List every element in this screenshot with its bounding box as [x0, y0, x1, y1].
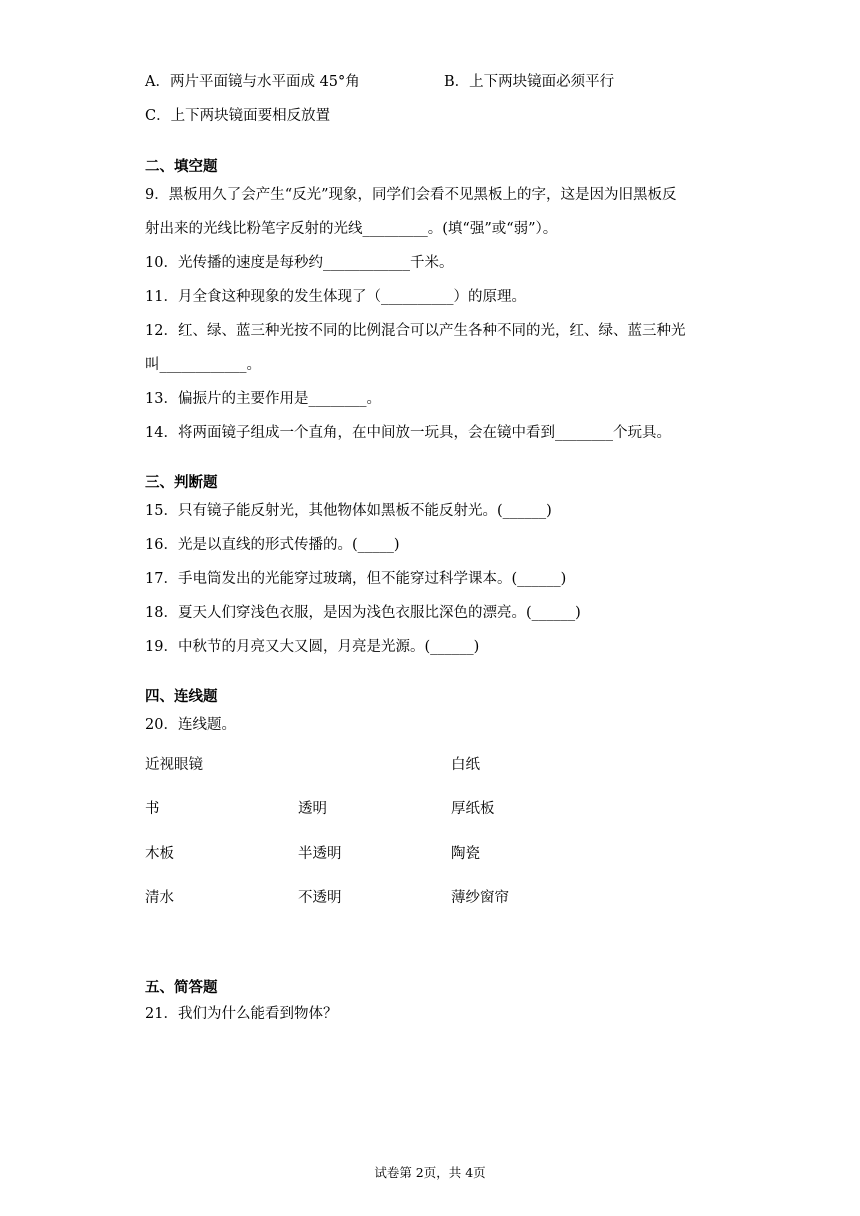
- q8-option-b: B．上下两块镜面必须平行: [444, 74, 615, 90]
- question-11: 11．月全食这种现象的发生体现了（__________）的原理。: [145, 289, 526, 305]
- match-left-item: 清水: [145, 890, 174, 906]
- match-left-item: 书: [145, 801, 160, 817]
- page-footer: 试卷第 2页，共 4页: [374, 1165, 486, 1180]
- match-mid-item: 不透明: [298, 890, 342, 906]
- match-right-item: 薄纱窗帘: [451, 890, 509, 906]
- q8-option-a: A．两片平面镜与水平面成 45°角: [145, 74, 360, 90]
- match-mid-item: 半透明: [298, 846, 342, 862]
- question-20: 20．连线题。: [145, 717, 236, 733]
- q8-option-c: C．上下两块镜面要相反放置: [145, 108, 331, 124]
- section-heading-short-answer: 五、简答题: [145, 979, 218, 996]
- question-10: 10．光传播的速度是每秒约____________千米。: [145, 255, 454, 271]
- match-right-item: 陶瓷: [451, 846, 480, 862]
- question-12-line2: 叫____________。: [145, 357, 261, 373]
- match-right-item: 厚纸板: [451, 801, 495, 817]
- section-heading-fill-blank: 二、填空题: [145, 158, 218, 175]
- question-9-line1: 9．黑板用久了会产生“反光”现象，同学们会看不见黑板上的字，这是因为旧黑板反: [145, 187, 677, 203]
- question-14: 14．将两面镜子组成一个直角，在中间放一玩具，会在镜中看到________个玩具。: [145, 425, 671, 441]
- question-19: 19．中秋节的月亮又大又圆，月亮是光源。(______): [145, 639, 480, 655]
- question-16: 16．光是以直线的形式传播的。(_____): [145, 537, 400, 553]
- question-21: 21．我们为什么能看到物体？: [145, 1006, 338, 1022]
- question-18: 18．夏天人们穿浅色衣服，是因为浅色衣服比深色的漂亮。(______): [145, 605, 581, 621]
- match-mid-item: 透明: [298, 801, 327, 817]
- question-9-line2: 射出来的光线比粉笔字反射的光线_________。(填“强”或“弱”）。: [145, 221, 558, 237]
- match-left-item: 木板: [145, 846, 174, 862]
- question-15: 15．只有镜子能反射光，其他物体如黑板不能反射光。(______): [145, 503, 552, 519]
- question-17: 17．手电筒发出的光能穿过玻璃，但不能穿过科学课本。(______): [145, 571, 567, 587]
- match-left-item: 近视眼镜: [145, 757, 203, 773]
- question-13: 13．偏振片的主要作用是________。: [145, 391, 381, 407]
- question-12-line1: 12．红、绿、蓝三种光按不同的比例混合可以产生各种不同的光，红、绿、蓝三种光: [145, 323, 686, 339]
- section-heading-true-false: 三、判断题: [145, 474, 218, 491]
- section-heading-matching: 四、连线题: [145, 688, 218, 705]
- match-right-item: 白纸: [451, 757, 480, 773]
